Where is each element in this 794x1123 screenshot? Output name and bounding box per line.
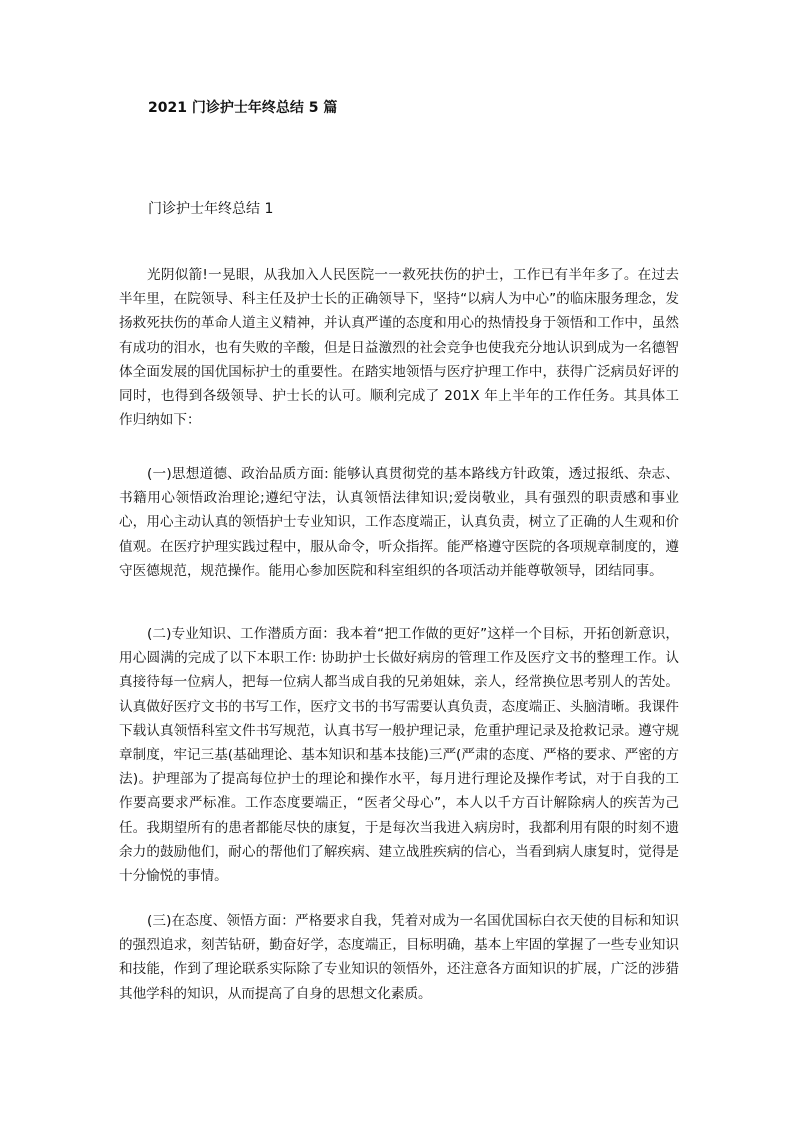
paragraph-professional: (二)专业知识、工作潜质方面：我本着“把工作做的更好”这样一个目标，开拓创新意识，用心圆满的完成了以下本职工作: 协助护士长做好病房的管理工作及医疗文书的整理工作。认真接待每一位病人，把每一位病人都当成自我的兄弟姐妹，亲人，经常换位思考别人的苦处。认真做好医疗文书的书写工作，医疗文书的书写需要认真负责，态度端正、头脑清晰。我课件下载认真领悟科室文件书写规范，认真书写一般护理记录，危重护理记录及抢救记录。遵守规章制度，牢记三基(基础理论、基本知识和基本技能)三严(严肃的态度、严格的要求、严密的方法)。护理部为了提高每位护士的理论和操作水平，每月进行理论及操作考试，对于自我的工作要高要求严标准。工作态度要端正，“医者父母心”，本人以千方百计解除病人的疾苦为己任。我期望所有的患者都能尽快的康复，于是每次当我进入病房时，我都利用有限的时刻不遗余力的鼓励他们，耐心的帮他们了解疾病、建立战胜疾病的信心，当看到病人康复时，觉得是十分愉悦的事情。 [119,626,679,885]
paragraph-ideology: (一)思想道德、政治品质方面: 能够认真贯彻党的基本路线方针政策，透过报纸、杂志、书籍用心领悟政治理论;遵纪守法，认真领悟法律知识;爱岗敬业，具有强烈的职责感和事业心，用心主动认真的领悟护士专业知识，工作态度端正，认真负责，树立了正确的人生观和价值观。在医疗护理实践过程中，服从命令，听众指挥。能严格遵守医院的各项规章制度的，遵守医德规范，规范操作。能用心参加医院和科室组织的各项活动并能尊敬领导，团结同事。 [119,466,679,579]
document-title: 2021 门诊护士年终总结 5 篇 [148,100,338,116]
section-title: 门诊护士年终总结 1 [148,201,274,217]
paragraph-intro: 光阴似箭!一晃眼，从我加入人民医院一一救死扶伤的护士，工作已有半年多了。在过去半年里，在院领导、科主任及护士长的正确领导下，坚持“以病人为中心”的临床服务理念，发扬救死扶伤的革命人道主义精神，并认真严谨的态度和用心的热情投身于领悟和工作中，虽然有成功的泪水，也有失败的辛酸，但是日益激烈的社会竞争也使我充分地认识到成为一名德智体全面发展的国优国标护士的重要性。在踏实地领悟与医疗护理工作中，获得广泛病员好评的同时，也得到各级领导、护士长的认可。顺利完成了 201X 年上半年的工作任务。其具体工作归纳如下： [119,267,679,429]
paragraph-attitude: (三)在态度、领悟方面：严格要求自我，凭着对成为一名国优国标白衣天使的目标和知识的强烈追求，刻苦钻研，勤奋好学，态度端正，目标明确，基本上牢固的掌握了一些专业知识和技能，作到了理论联系实际除了专业知识的领悟外，还注意各方面知识的扩展，广泛的涉猎其他学科的知识，从而提高了自身的思想文化素质。 [119,913,679,1002]
